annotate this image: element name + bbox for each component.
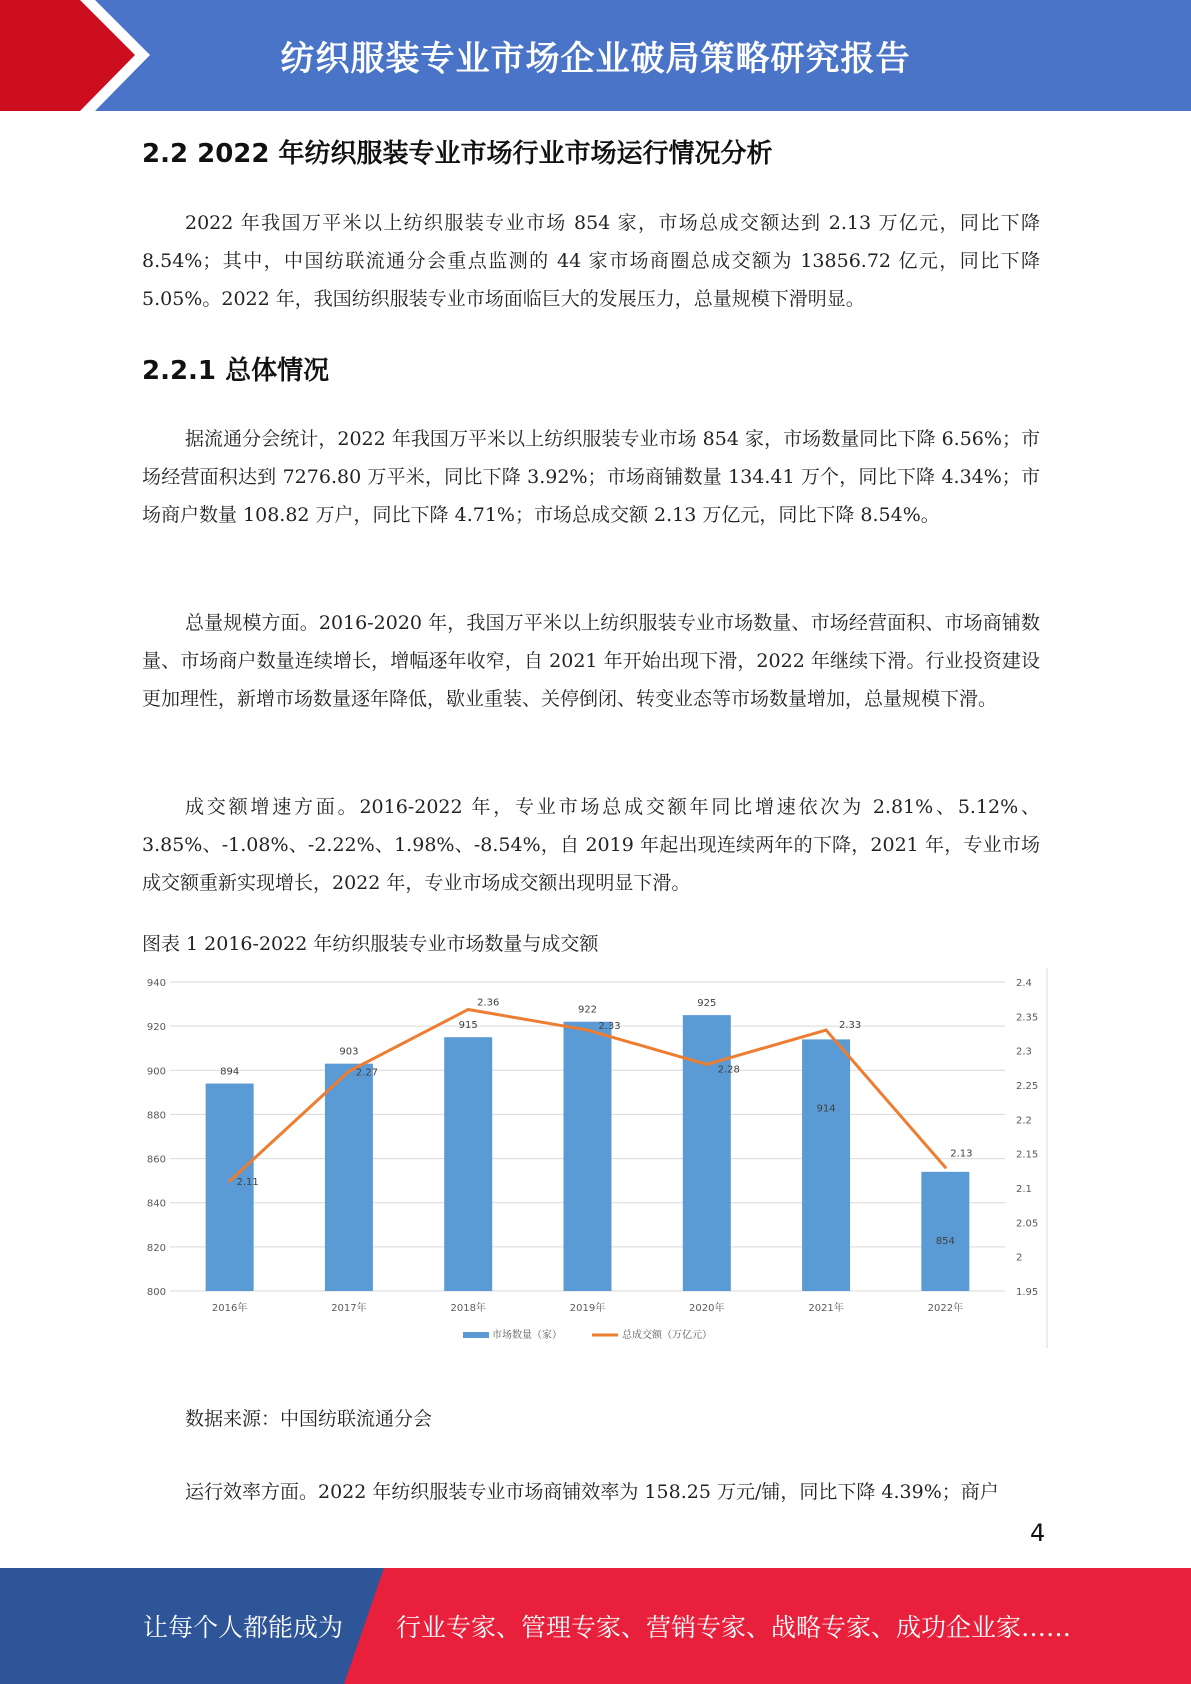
- y-left-tick-label: 860: [146, 1154, 166, 1166]
- header-arrow-decoration: [0, 0, 150, 111]
- line-data-label: 2.33: [838, 1020, 862, 1032]
- chart-svg: [142, 968, 1048, 1348]
- paragraph: 2022 年我国万平米以上纺织服装专业市场 854 家，市场总成交额达到 2.13 万亿元，同比下降 8.54%；其中，中国纺联流通分会重点监测的 44 家市场商圈总成交额为 13856.72 亿元，同比下降 5.05%。2022 年，我国纺织服装专业市场面临巨大的发展压力，总量规模下滑明显。: [142, 212, 1040, 310]
- section-heading: 2.2 2022 年纺织服装专业市场行业市场运行情况分析: [142, 139, 773, 169]
- bar-data-label: 914: [816, 1103, 836, 1115]
- y-left-tick-label: 800: [146, 1287, 166, 1298]
- line-data-label: 2.13: [950, 1148, 973, 1160]
- bar: [564, 1022, 612, 1291]
- line-data-label: 2.33: [598, 1021, 621, 1033]
- legend-bar-label: 市场数量（家）: [492, 1330, 562, 1341]
- section-2-2-1: [142, 350, 1040, 387]
- y-right-tick-label: 2.35: [1016, 1012, 1039, 1024]
- bar: [802, 1039, 850, 1291]
- y-left-tick-label: 880: [146, 1110, 166, 1122]
- figure-caption: 图表 1 2016-2022 年纺织服装专业市场数量与成交额: [142, 933, 599, 955]
- figure-caption-wrap: [142, 929, 1040, 956]
- subsection-body-3: [142, 788, 1040, 902]
- line-point: [825, 1029, 828, 1032]
- paragraph: 运行效率方面。2022 年纺织服装专业市场商铺效率为 158.25 万元/铺，同比下降 4.39%；商户: [185, 1481, 999, 1503]
- page-number: 4: [1030, 1519, 1046, 1547]
- bar-data-label: 854: [935, 1235, 955, 1247]
- line-data-label: 2.11: [236, 1177, 259, 1189]
- footer-slogan-left: 让每个人都能成为: [143, 1613, 344, 1642]
- line-data-label: 2.27: [355, 1067, 379, 1079]
- efficiency-paragraph-wrap: [142, 1473, 1040, 1511]
- line-data-label: 2.28: [717, 1064, 740, 1076]
- x-tick-label: 2021年: [808, 1303, 844, 1314]
- legend-bar-swatch: [463, 1332, 489, 1338]
- line-point: [586, 1029, 589, 1032]
- y-left-tick-label: 940: [146, 978, 166, 989]
- x-tick-label: 2016年: [211, 1303, 248, 1314]
- line-point: [347, 1070, 350, 1073]
- line-point: [467, 1008, 470, 1011]
- y-right-tick-label: 2.2: [1016, 1115, 1032, 1127]
- y-left-tick-label: 920: [146, 1022, 166, 1034]
- x-tick-label: 2018年: [450, 1303, 486, 1314]
- bar: [444, 1037, 492, 1291]
- page-header: [0, 0, 1191, 111]
- report-title: 纺织服装专业市场企业破局策略研究报告: [280, 39, 911, 79]
- section-2-2: [142, 133, 1040, 170]
- y-left-tick-label: 840: [146, 1198, 166, 1210]
- figure-source: 数据来源：中国纺联流通分会: [185, 1408, 433, 1430]
- section-2-2-body: [142, 204, 1040, 318]
- bar-data-label: 922: [577, 1004, 598, 1016]
- paragraph: 总量规模方面。2016-2020 年，我国万平米以上纺织服装专业市场数量、市场经营面积、市场商铺数量、市场商户数量连续增长，增幅逐年收窄，自 2021 年开始出现下滑，2022 年继续下滑。行业投资建设更加理性，新增市场数量逐年降低，歇业重装、关停倒闭、转变业态等市场数量增加，总量规模下滑。: [142, 612, 1040, 710]
- y-right-tick-label: 2.15: [1016, 1149, 1039, 1161]
- x-tick-label: 2020年: [689, 1303, 725, 1314]
- footer-slogan-right: 行业专家、管理专家、营销专家、战略专家、成功企业家……: [396, 1613, 1072, 1642]
- paragraph: 成交额增速方面。2016-2022 年，专业市场总成交额年同比增速依次为 2.81%、5.12%、3.85%、-1.08%、-2.22%、1.98%、-8.54%，自 2019 年起出现连续两年的下降，2021 年，专业市场成交额重新实现增长，2022 年，专业市场成交额出现明显下滑。: [142, 796, 1040, 894]
- legend-line-label: 总成交额（万亿元）: [622, 1330, 712, 1341]
- bar-data-label: 915: [458, 1020, 478, 1032]
- paragraph: 据流通分会统计，2022 年我国万平米以上纺织服装专业市场 854 家，市场数量同比下降 6.56%；市场经营面积达到 7276.80 万平米，同比下降 3.92%；市场商铺数量 134.41 万个，同比下降 4.34%；市场商户数量 108.82 万户，同比下降 4.71%；市场总成交额 2.13 万亿元，同比下降 8.54%。: [142, 428, 1040, 526]
- x-tick-label: 2019年: [569, 1303, 606, 1314]
- figure-source-wrap: [185, 1404, 1083, 1431]
- y-right-tick-label: 2.4: [1016, 978, 1032, 989]
- y-right-tick-label: 2.05: [1016, 1218, 1039, 1230]
- bar: [325, 1064, 373, 1291]
- y-right-tick-label: 2: [1016, 1252, 1023, 1264]
- bar-data-label: 894: [220, 1066, 240, 1078]
- line-data-label: 2.36: [477, 997, 500, 1009]
- x-tick-label: 2017年: [331, 1303, 367, 1314]
- y-left-tick-label: 900: [146, 1066, 166, 1078]
- page-footer: [0, 1568, 1191, 1684]
- y-right-tick-label: 1.95: [1016, 1287, 1039, 1298]
- y-left-tick-label: 820: [146, 1242, 166, 1254]
- y-right-tick-label: 2.3: [1016, 1046, 1032, 1058]
- y-right-tick-label: 2.1: [1016, 1184, 1032, 1195]
- line-point: [228, 1180, 231, 1183]
- subsection-body-1: [142, 420, 1040, 534]
- bar-data-label: 903: [339, 1046, 359, 1058]
- subsection-body-2: [142, 604, 1040, 718]
- combo-chart: [142, 968, 1048, 1348]
- line-point: [944, 1166, 947, 1169]
- bar: [683, 1015, 731, 1291]
- bar: [921, 1172, 969, 1291]
- bar-data-label: 925: [697, 998, 717, 1010]
- subsection-heading: 2.2.1 总体情况: [142, 356, 330, 386]
- line-point: [705, 1063, 708, 1066]
- x-tick-label: 2022年: [927, 1303, 964, 1314]
- y-right-tick-label: 2.25: [1016, 1081, 1039, 1092]
